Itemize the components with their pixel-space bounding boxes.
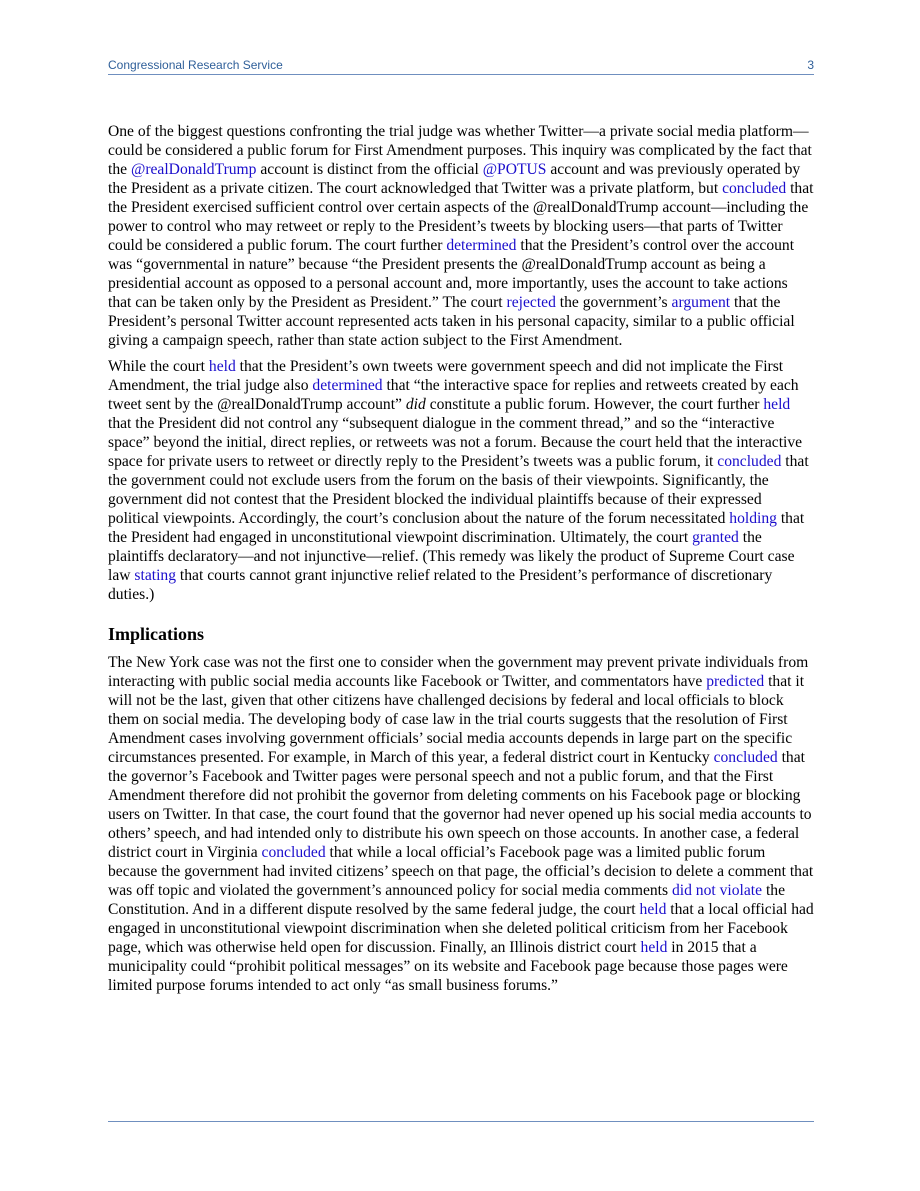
header-organization: Congressional Research Service [108, 58, 283, 72]
link-granted[interactable]: granted [692, 529, 739, 546]
link-predicted[interactable]: predicted [706, 673, 765, 690]
link-did-not-violate[interactable]: did not violate [671, 882, 763, 899]
link-rejected[interactable]: rejected [506, 294, 556, 311]
paragraph-implications [108, 653, 814, 995]
text-span: that the President did not control any “subsequent dialogue in the comment thread,” and so the “interactive space” beyond the initial, direct replies, or retweets was not a forum. Because the court held that the interactive space for private users to retweet or directly reply to the President’s tweets was a public forum, it [108, 415, 803, 470]
link-stating[interactable]: stating [134, 567, 177, 584]
text-span: that the President’s control over the account was “governmental in nature” because “the President presents the @realDonaldTrump account as being a presidential account as opposed to a personal account and, more importantly, uses the account to take actions that can be taken only by the President as President.” The court [108, 237, 795, 311]
text-span: While the court [108, 358, 209, 375]
text-span: that courts cannot grant injunctive relief related to the President’s performance of discretionary duties.) [108, 567, 773, 603]
text-span: One of the biggest questions confronting the trial judge was whether Twitter—a private social media platform—could be considered a public forum for First Amendment purposes. This inquiry was complicated by the fact that the [108, 123, 812, 178]
paragraph-twitter-public-forum [108, 122, 814, 350]
link-potus[interactable]: @POTUS [482, 161, 547, 178]
text-span: that it will not be the last, given that other citizens have challenged decisions by federal and local officials to block them on social media. The developing body of case law in the trial courts suggests that the resolution of First Amendment cases involving government officials’ social media accounts depends in large part on the specific circumstances presented. For example, in March of this year, a federal district court in Kentucky [108, 673, 805, 766]
footer-rule [108, 1121, 814, 1122]
section-heading-implications: Implications [108, 624, 205, 644]
text-span: that the government could not exclude users from the forum on the basis of their viewpoints. Significantly, the government did not contest that the President blocked the individual plaintiffs because of their expressed political viewpoints. Accordingly, the court’s conclusion about the nature of the forum necessitated [108, 453, 809, 527]
text-span: that the President exercised sufficient control over certain aspects of the @realDonaldTrump account—including the power to control who may retweet or reply to the President’s tweets by blocking users—that parts of Twitter could be considered a public forum. The court further [108, 180, 814, 254]
link-determined[interactable]: determined [446, 237, 517, 254]
link-held[interactable]: held [640, 939, 668, 956]
link-holding[interactable]: holding [729, 510, 777, 527]
text-span: The New York case was not the first one to consider when the government may prevent private individuals from interacting with public social media accounts like Facebook or Twitter, and commentators have [108, 654, 809, 690]
text-span: that the President’s own tweets were government speech and did not implicate the First Amendment, the trial judge also [108, 358, 784, 394]
link-concluded[interactable]: concluded [722, 180, 787, 197]
emphasis-did: did [405, 396, 426, 413]
link-held[interactable]: held [208, 358, 236, 375]
header-rule [108, 74, 814, 75]
document-body [108, 122, 814, 1002]
link-realdonaldtrump[interactable]: @realDonaldTrump [130, 161, 257, 178]
link-held[interactable]: held [763, 396, 791, 413]
link-concluded[interactable]: concluded [717, 453, 782, 470]
link-concluded[interactable]: concluded [713, 749, 778, 766]
text-span: the government’s [555, 294, 672, 311]
text-span: the Constitution. And in a different dispute resolved by the same federal judge, the court [108, 882, 786, 918]
text-span: that “the interactive space for replies and retweets created by each tweet sent by the @realDonaldTrump account” [108, 377, 799, 413]
text-span: that the President’s personal Twitter account represented acts taken in his personal capacity, similar to a public official giving a campaign speech, rather than state action subject to the First Amendment. [108, 294, 795, 349]
text-span: account and was previously operated by the President as a private citizen. The court acknowledged that Twitter was a private platform, but [108, 161, 801, 197]
text-span: the plaintiffs declaratory—and not injunctive—relief. (This remedy was likely the product of Supreme Court case law [108, 529, 795, 584]
text-span: that while a local official’s Facebook page was a limited public forum because the government had invited citizens’ speech on that page, the official’s decision to delete a comment that was off topic and violated the government’s announced policy for social media comments [108, 844, 814, 899]
link-argument[interactable]: argument [671, 294, 731, 311]
text-span: that a local official had engaged in unconstitutional viewpoint discrimination when she deleted political criticism from her Facebook page, which was otherwise held open for discussion. Finally, an Illinois district court [108, 901, 814, 956]
page-header [108, 58, 814, 74]
link-concluded[interactable]: concluded [261, 844, 326, 861]
text-span: constitute a public forum. However, the court further [425, 396, 764, 413]
text-span: that the governor’s Facebook and Twitter pages were personal speech and not a public forum, and that the First Amendment therefore did not prohibit the governor from deleting comments on his Facebook page or blocking users on Twitter. In that case, the court found that the governor had never opened up his social media accounts to others’ speech, and had intended only to distribute his own speech on those accounts. In another case, a federal district court in Virginia [108, 749, 812, 861]
link-determined[interactable]: determined [312, 377, 383, 394]
link-held[interactable]: held [639, 901, 667, 918]
text-span: account is distinct from the official [256, 161, 483, 178]
paragraph-interactive-space [108, 357, 814, 604]
page-number: 3 [807, 58, 814, 72]
text-span: in 2015 that a municipality could “prohibit political messages” on its website and Facebook page because those pages were limited purpose forums intended to act only “as small business forums.” [108, 939, 788, 994]
text-span: that the President had engaged in unconstitutional viewpoint discrimination. Ultimately, the court [108, 510, 805, 546]
